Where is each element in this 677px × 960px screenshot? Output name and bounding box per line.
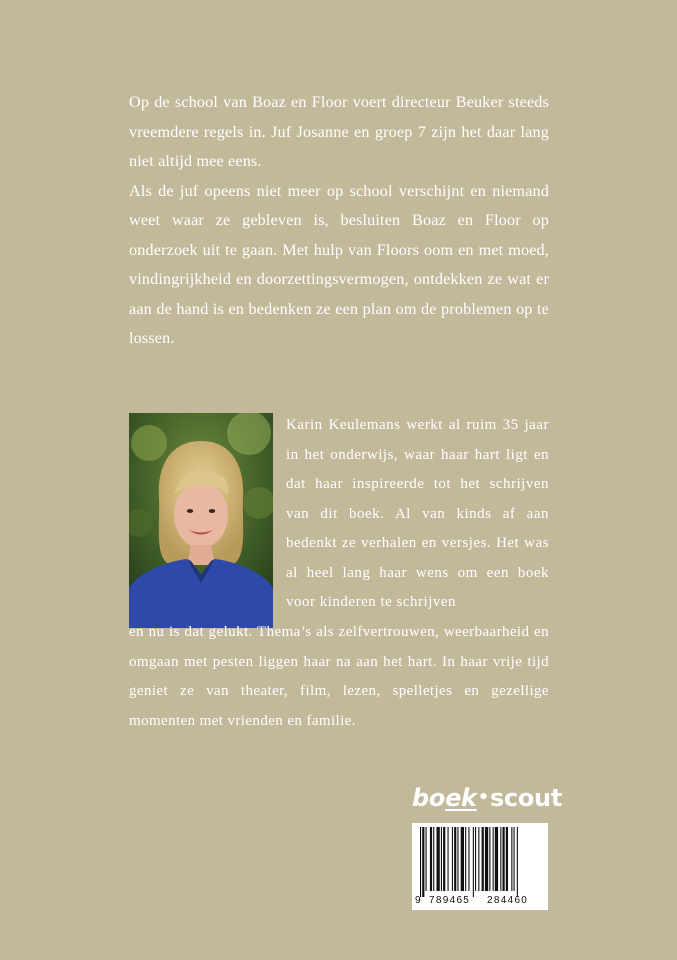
blurb-paragraph-2: Als de juf opeens niet meer op school verschijnt en niemand weet waar ze gebleven is, besluiten Boaz en Floor op onderzoek uit te gaan. Met hulp van Floors oom en met moed, vindingrijkheid en doorzettingsvermogen, ontdekken ze wat er aan de hand is en bedenken ze een plan om de problemen op te lossen. [129, 181, 549, 347]
isbn-group-2: 284460 [487, 895, 529, 906]
author-photo [129, 413, 273, 628]
author-bio-top [286, 411, 549, 618]
barcode-bar [478, 827, 479, 891]
barcode-bar [430, 827, 432, 891]
isbn-prefix: 9 [415, 895, 421, 906]
barcode-bar [495, 827, 498, 891]
barcode-bar [511, 827, 512, 891]
logo-dot: • [477, 787, 489, 808]
barcode-bar [454, 827, 456, 891]
barcode-bar [433, 827, 434, 891]
barcode-bar [468, 827, 469, 891]
barcode-bar [441, 827, 442, 891]
logo-part-scout: scout [489, 784, 562, 812]
barcode-bar [482, 827, 484, 891]
author-bio-text-top: Karin Keulemans werkt al ruim 35 jaar in het onderwijs, waar haar hart ligt en dat haar inspireerde tot het schrijven van dit boek. Al van kinds af aan bedenkt ze verhalen en versjes. Het was al heel lang haar wens om een boek voor kinderen te schrijven [286, 417, 549, 610]
barcode-bar [422, 827, 424, 897]
logo-part-bo: bo [412, 784, 446, 812]
isbn-number [412, 895, 548, 909]
barcode-bar [465, 827, 466, 891]
back-cover-blurb [129, 88, 549, 354]
barcode-bar [489, 827, 490, 891]
barcode-bar [503, 827, 505, 891]
blurb-paragraph-1: Op de school van Boaz en Floor voert directeur Beuker steeds vreemdere regels in. Juf Josanne en groep 7 zijn het daar lang niet altijd mee eens. [129, 93, 549, 170]
barcode-bar [500, 827, 501, 891]
barcode-bar [485, 827, 488, 891]
barcode-bar [506, 827, 508, 891]
barcode-bar [475, 827, 476, 891]
barcode-bar [457, 827, 458, 891]
barcode-bar [473, 827, 474, 897]
isbn-group-1: 789465 [429, 895, 471, 906]
barcode-bar [452, 827, 453, 891]
barcode-bars [420, 827, 540, 897]
logo-part-ek: ek [445, 784, 477, 812]
barcode-bar [517, 827, 518, 897]
barcode-bar [448, 827, 449, 891]
barcode-bar [493, 827, 494, 891]
author-bio-text-bottom: en nu is dat gelukt. Thema’s als zelfvertrouwen, weerbaarheid en omgaan met pesten liggen haar na aan het hart. In haar vrije tijd geniet ze van theater, film, lezen, spelletjes en gezellige momenten met vrienden en familie. [129, 624, 549, 729]
isbn-barcode [412, 823, 548, 910]
barcode-bar [426, 827, 427, 891]
barcode-bar [443, 827, 445, 891]
author-bio-bottom [129, 618, 549, 736]
barcode-bar [420, 827, 421, 897]
publisher-logo [412, 784, 562, 812]
barcode-bar [437, 827, 440, 891]
barcode-bar [514, 827, 515, 891]
barcode-bar [461, 827, 464, 891]
